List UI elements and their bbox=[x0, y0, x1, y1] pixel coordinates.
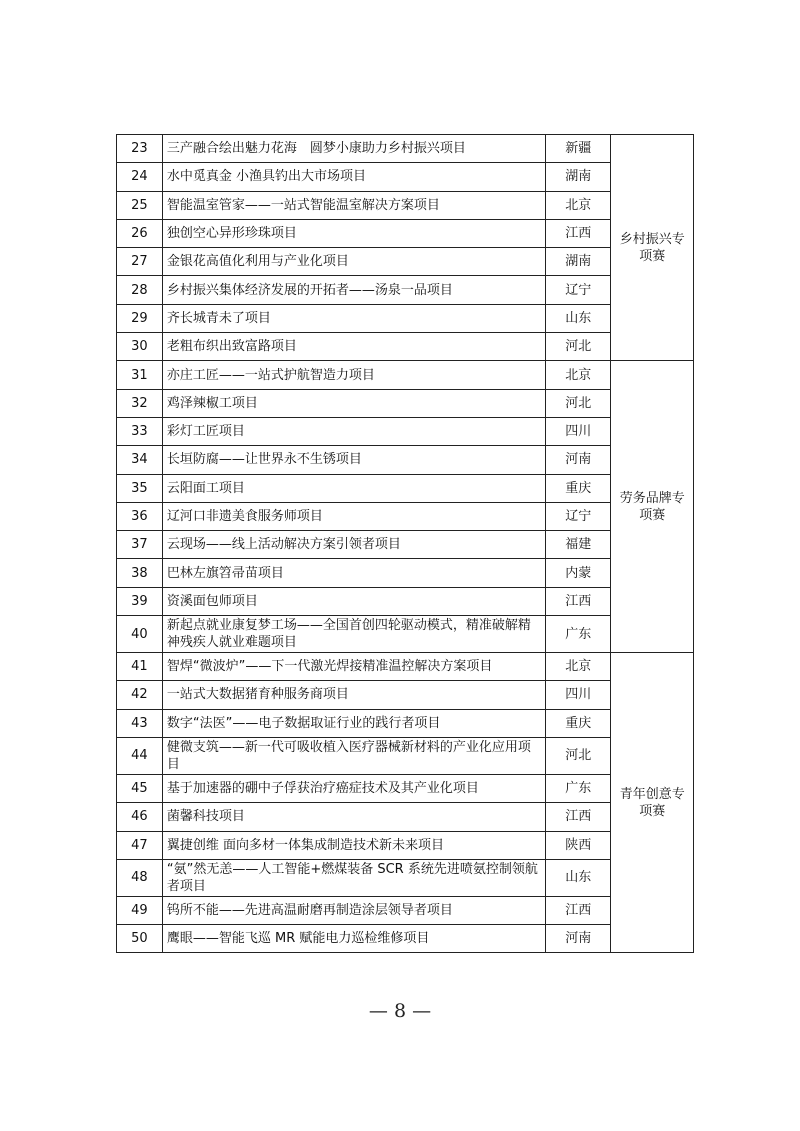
province: 河北 bbox=[546, 333, 611, 361]
row-number: 32 bbox=[117, 389, 163, 417]
project-name: “氨”然无恙——人工智能+燃煤装备 SCR 系统先进喷氨控制领航者项目 bbox=[162, 859, 545, 896]
table-row bbox=[117, 616, 694, 653]
category-labor: 劳务品牌专项赛 bbox=[611, 361, 694, 653]
table-row bbox=[117, 531, 694, 559]
row-number: 33 bbox=[117, 417, 163, 445]
province: 重庆 bbox=[546, 709, 611, 737]
table-row bbox=[117, 446, 694, 474]
table-row bbox=[117, 587, 694, 615]
table-row bbox=[117, 389, 694, 417]
table-row bbox=[117, 163, 694, 191]
row-number: 24 bbox=[117, 163, 163, 191]
row-number: 27 bbox=[117, 248, 163, 276]
project-name: 菌馨科技项目 bbox=[162, 803, 545, 831]
project-name: 智焊“微波炉”——下一代激光焊接精准温控解决方案项目 bbox=[162, 653, 545, 681]
row-number: 36 bbox=[117, 502, 163, 530]
province: 广东 bbox=[546, 616, 611, 653]
project-name: 翼捷创维 面向多材一体集成制造技术新未来项目 bbox=[162, 831, 545, 859]
province: 江西 bbox=[546, 219, 611, 247]
table-row bbox=[117, 896, 694, 924]
table-row bbox=[117, 474, 694, 502]
province: 山东 bbox=[546, 859, 611, 896]
table-row bbox=[117, 653, 694, 681]
row-number: 38 bbox=[117, 559, 163, 587]
province: 重庆 bbox=[546, 474, 611, 502]
province: 江西 bbox=[546, 896, 611, 924]
project-name: 智能温室管家——一站式智能温室解决方案项目 bbox=[162, 191, 545, 219]
province: 江西 bbox=[546, 587, 611, 615]
project-name: 鹰眼——智能飞巡 MR 赋能电力巡检维修项目 bbox=[162, 925, 545, 953]
table-row bbox=[117, 248, 694, 276]
row-number: 25 bbox=[117, 191, 163, 219]
row-number: 47 bbox=[117, 831, 163, 859]
table-row bbox=[117, 831, 694, 859]
row-number: 50 bbox=[117, 925, 163, 953]
project-name: 鸡泽辣椒工项目 bbox=[162, 389, 545, 417]
project-name: 资溪面包师项目 bbox=[162, 587, 545, 615]
province: 广东 bbox=[546, 774, 611, 802]
project-name: 新起点就业康复梦工场——全国首创四轮驱动模式，精准破解精神残疾人就业难题项目 bbox=[162, 616, 545, 653]
row-number: 44 bbox=[117, 737, 163, 774]
row-number: 42 bbox=[117, 681, 163, 709]
province: 北京 bbox=[546, 361, 611, 389]
table-row bbox=[117, 191, 694, 219]
project-name: 云现场——线上活动解决方案引领者项目 bbox=[162, 531, 545, 559]
row-number: 46 bbox=[117, 803, 163, 831]
row-number: 30 bbox=[117, 333, 163, 361]
row-number: 40 bbox=[117, 616, 163, 653]
project-name: 长垣防腐——让世界永不生锈项目 bbox=[162, 446, 545, 474]
row-number: 41 bbox=[117, 653, 163, 681]
project-name: 水中觅真金 小渔具钓出大市场项目 bbox=[162, 163, 545, 191]
project-name: 数字“法医”——电子数据取证行业的践行者项目 bbox=[162, 709, 545, 737]
category-rural: 乡村振兴专项赛 bbox=[611, 135, 694, 361]
province: 湖南 bbox=[546, 163, 611, 191]
province: 福建 bbox=[546, 531, 611, 559]
table-row bbox=[117, 276, 694, 304]
row-number: 35 bbox=[117, 474, 163, 502]
table-row bbox=[117, 135, 694, 163]
province: 新疆 bbox=[546, 135, 611, 163]
project-name: 钨所不能——先进高温耐磨再制造涂层领导者项目 bbox=[162, 896, 545, 924]
row-number: 45 bbox=[117, 774, 163, 802]
table-row bbox=[117, 737, 694, 774]
row-number: 48 bbox=[117, 859, 163, 896]
page-number: — 8 — bbox=[368, 1000, 432, 1022]
province: 内蒙 bbox=[546, 559, 611, 587]
table-row bbox=[117, 803, 694, 831]
province: 山东 bbox=[546, 304, 611, 332]
province: 河南 bbox=[546, 925, 611, 953]
row-number: 28 bbox=[117, 276, 163, 304]
province: 江西 bbox=[546, 803, 611, 831]
table-row bbox=[117, 925, 694, 953]
table-row bbox=[117, 709, 694, 737]
category-youth: 青年创意专项赛 bbox=[611, 653, 694, 953]
project-name: 乡村振兴集体经济发展的开拓者——汤泉一品项目 bbox=[162, 276, 545, 304]
row-number: 26 bbox=[117, 219, 163, 247]
table-row bbox=[117, 361, 694, 389]
table-row bbox=[117, 502, 694, 530]
row-number: 23 bbox=[117, 135, 163, 163]
project-table bbox=[116, 134, 694, 953]
table-row bbox=[117, 774, 694, 802]
project-name: 巴林左旗笤帚苗项目 bbox=[162, 559, 545, 587]
table-row bbox=[117, 219, 694, 247]
project-name: 齐长城青未了项目 bbox=[162, 304, 545, 332]
project-name: 老粗布织出致富路项目 bbox=[162, 333, 545, 361]
project-name: 金银花高值化利用与产业化项目 bbox=[162, 248, 545, 276]
row-number: 34 bbox=[117, 446, 163, 474]
province: 陕西 bbox=[546, 831, 611, 859]
province: 河北 bbox=[546, 737, 611, 774]
table-row bbox=[117, 681, 694, 709]
province: 河南 bbox=[546, 446, 611, 474]
project-name: 三产融合绘出魅力花海 圆梦小康助力乡村振兴项目 bbox=[162, 135, 545, 163]
project-name: 基于加速器的硼中子俘获治疗癌症技术及其产业化项目 bbox=[162, 774, 545, 802]
project-name: 云阳面工项目 bbox=[162, 474, 545, 502]
project-name: 辽河口非遗美食服务师项目 bbox=[162, 502, 545, 530]
row-number: 37 bbox=[117, 531, 163, 559]
province: 湖南 bbox=[546, 248, 611, 276]
row-number: 29 bbox=[117, 304, 163, 332]
project-name: 彩灯工匠项目 bbox=[162, 417, 545, 445]
row-number: 43 bbox=[117, 709, 163, 737]
province: 河北 bbox=[546, 389, 611, 417]
project-name: 一站式大数据猪育种服务商项目 bbox=[162, 681, 545, 709]
project-name: 亦庄工匠——一站式护航智造力项目 bbox=[162, 361, 545, 389]
province: 辽宁 bbox=[546, 276, 611, 304]
project-name: 独创空心异形珍珠项目 bbox=[162, 219, 545, 247]
row-number: 31 bbox=[117, 361, 163, 389]
row-number: 39 bbox=[117, 587, 163, 615]
table-row bbox=[117, 417, 694, 445]
province: 北京 bbox=[546, 653, 611, 681]
table-row bbox=[117, 304, 694, 332]
table-row bbox=[117, 559, 694, 587]
table-row bbox=[117, 333, 694, 361]
row-number: 49 bbox=[117, 896, 163, 924]
province: 辽宁 bbox=[546, 502, 611, 530]
province: 北京 bbox=[546, 191, 611, 219]
project-name: 健微支筑——新一代可吸收植入医疗器械新材料的产业化应用项目 bbox=[162, 737, 545, 774]
province: 四川 bbox=[546, 681, 611, 709]
province: 四川 bbox=[546, 417, 611, 445]
table-row bbox=[117, 859, 694, 896]
